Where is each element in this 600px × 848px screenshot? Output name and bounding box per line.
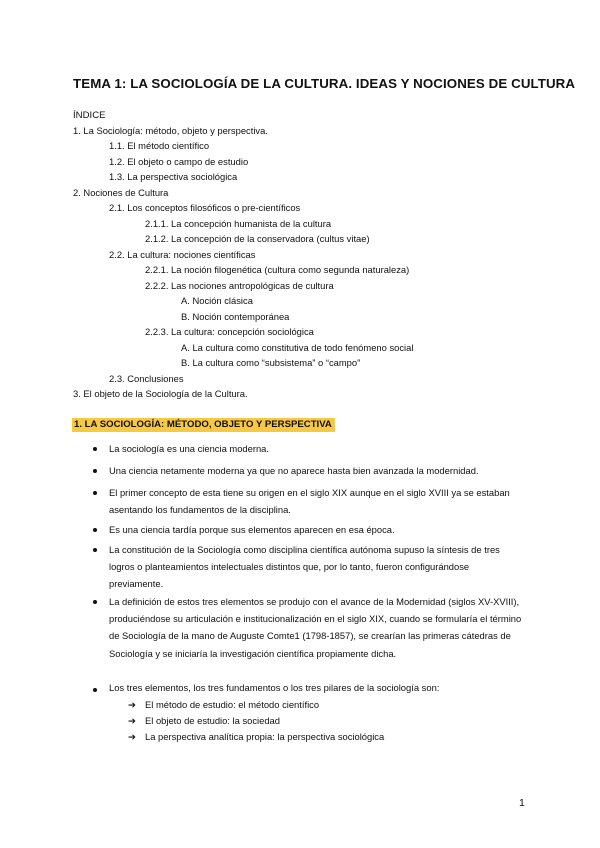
- bullet-text: La sociología es una ciencia moderna.: [109, 443, 269, 454]
- bullet-icon: [91, 489, 99, 497]
- arrow-right-icon: ➔: [128, 715, 136, 726]
- toc-item: 1. La Sociología: método, objeto y perspectiva.: [73, 125, 268, 136]
- arrow-right-icon: ➔: [128, 699, 136, 710]
- bullet-icon: [91, 546, 99, 554]
- toc-item: 2.2.2. Las nociones antropológicas de cultura: [145, 280, 334, 291]
- bullet-text: La constitución de la Sociología como disciplina científica autónoma supuso la síntesis de tres logros o planteamientos intelectuales distintos que, por lo tanto, fueron configurándose previamente.: [109, 544, 500, 590]
- toc-item: 2.2.3. La cultura: concepción sociológica: [145, 326, 314, 337]
- toc-item: 1.1. El método científico: [109, 140, 210, 151]
- bullet-icon: [91, 467, 99, 475]
- arrow-item-text: La perspectiva analítica propia: la perspectiva sociológica: [145, 731, 385, 742]
- toc-item: A. Noción clásica: [181, 295, 253, 306]
- toc-item: 2.1.2. La concepción de la conservadora (cultus vitae): [145, 233, 370, 244]
- bullet-icon: [91, 598, 99, 606]
- toc-item: 1.2. El objeto o campo de estudio: [109, 156, 249, 167]
- toc-item: 3. El objeto de la Sociología de la Cultura.: [73, 388, 248, 399]
- toc-item: 2.1. Los conceptos filosóficos o pre-científicos: [109, 202, 301, 213]
- toc-item: 2.1.1. La concepción humanista de la cultura: [145, 218, 332, 229]
- toc-item: 2.2.1. La noción filogenética (cultura como segunda naturaleza): [145, 264, 410, 275]
- document-title: TEMA 1: LA SOCIOLOGÍA DE LA CULTURA. IDEAS Y NOCIONES DE CULTURA: [73, 76, 576, 91]
- bullet-icon: [91, 686, 99, 694]
- toc-item: B. La cultura como “subsistema” o “campo”: [181, 357, 361, 368]
- bullet-text: Los tres elementos, los tres fundamentos o los tres pilares de la sociología son:: [109, 682, 440, 693]
- section-heading: 1. LA SOCIOLOGÍA: MÉTODO, OBJETO Y PERSPECTIVA: [72, 418, 335, 432]
- toc-item: 2.3. Conclusiones: [109, 373, 184, 384]
- bullet-icon: [91, 445, 99, 453]
- arrow-item-text: El método de estudio: el método científico: [145, 699, 320, 710]
- toc-item: 2. Nociones de Cultura: [73, 187, 169, 198]
- page-number: 1: [519, 797, 525, 809]
- bullet-text: El primer concepto de esta tiene su origen en el siglo XIX aunque en el siglo XVIII ya se estaban asentando los fundamentos de la disciplina.: [109, 487, 510, 516]
- arrow-right-icon: ➔: [128, 731, 136, 742]
- toc-item: 2.2. La cultura: nociones científicas: [109, 249, 256, 260]
- bullet-text: Una ciencia netamente moderna ya que no aparece hasta bien avanzada la modernidad.: [109, 465, 479, 476]
- toc-item: B. Noción contemporánea: [181, 311, 290, 322]
- bullet-text: La definición de estos tres elementos se produjo con el avance de la Modernidad (siglos XV-XVIII), produciéndose su articulación e institucionalización en el siglo XIX, cuando se formularía el término de Sociología de la mano de Auguste Comte1 (1798-1857), se crearían las primeras cátedras de Sociología y se iniciaría la investigación científica propiamente dicha.: [109, 596, 522, 659]
- toc-item: A. La cultura como constitutiva de todo fenómeno social: [181, 342, 414, 353]
- toc-item: 1.3. La perspectiva sociológica: [109, 171, 238, 182]
- arrow-item-text: El objeto de estudio: la sociedad: [145, 715, 280, 726]
- bullet-icon: [91, 526, 99, 534]
- bullet-text: Es una ciencia tardía porque sus elementos aparecen en esa época.: [109, 524, 395, 535]
- toc-heading: ÍNDICE: [73, 110, 106, 121]
